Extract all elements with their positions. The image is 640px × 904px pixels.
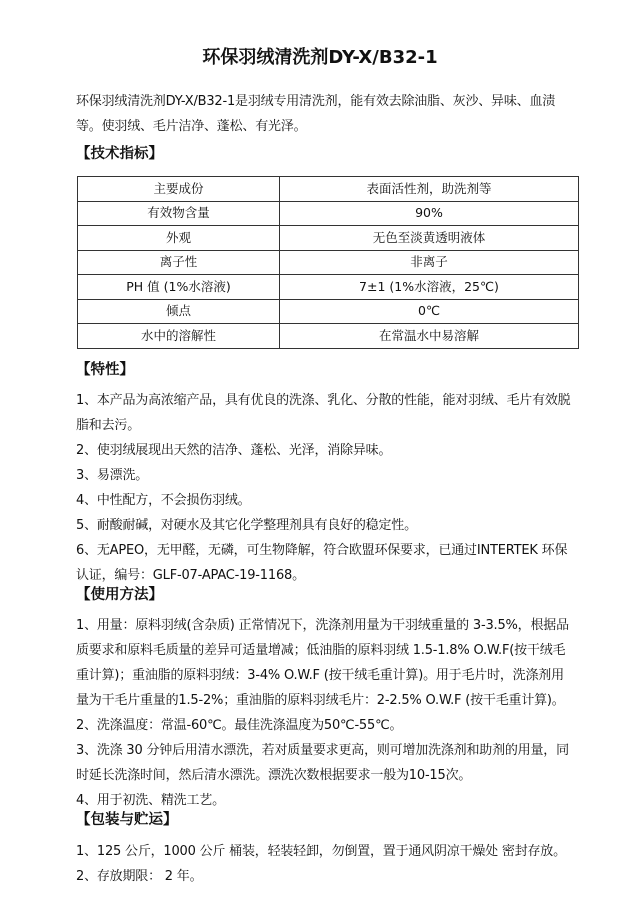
spec-name: 主要成份 xyxy=(78,177,280,202)
spec-value: 7±1 (1%水溶液，25℃) xyxy=(280,275,579,300)
specs-heading: 【技术指标】 xyxy=(76,146,163,162)
spec-name: PH 值 (1%水溶液) xyxy=(78,275,280,300)
table-row xyxy=(78,250,579,275)
list-item: 2、洗涤温度：常温-60℃。最佳洗涤温度为50℃-55℃。 xyxy=(76,718,403,733)
list-item: 3、洗涤 30 分钟后用清水漂洗，若对质量要求更高，则可增加洗涤剂和助剂的用量，同时延长洗涤时间，然后清水漂洗。漂洗次数根据要求一般为10-15次。 xyxy=(76,743,569,783)
list-item: 1、本产品为高浓缩产品，具有优良的洗涤、乳化、分散的性能，能对羽绒、毛片有效脱脂和去污。 xyxy=(76,393,571,433)
packaging-list xyxy=(76,839,576,889)
list-item: 1、用量：原料羽绒(含杂质) 正常情况下，洗涤剂用量为干羽绒重量的 3-3.5%，根据品质要求和原料毛质量的差异可适量增减；低油脂的原料羽绒 1.5-1.8% O.W.F(按干绒毛重计算)；重油脂的原料羽绒：3-4% O.W.F (按干绒毛重计算)。用于毛片时，洗涤剂用量为干毛片重量的1.5-2%；重油脂的原料羽绒毛片：2-2.5% O.W.F (按干毛重计算)。 xyxy=(76,618,569,708)
spec-name: 外观 xyxy=(78,226,280,251)
list-item: 2、使羽绒展现出天然的洁净、蓬松、光泽，消除异味。 xyxy=(76,443,392,458)
spec-value: 在常温水中易溶解 xyxy=(280,324,579,349)
list-item: 1、125 公斤，1000 公斤 桶装，轻装轻卸，勿倒置，置于通风阴凉干燥处 密封存放。 xyxy=(76,844,566,859)
features-heading: 【特性】 xyxy=(76,362,134,378)
document-title: 环保羽绒清洗剂DY-X/B32-1 xyxy=(202,47,438,68)
usage-list xyxy=(76,613,576,813)
table-row xyxy=(78,299,579,324)
usage-heading: 【使用方法】 xyxy=(76,587,163,603)
table-row xyxy=(78,226,579,251)
spec-name: 水中的溶解性 xyxy=(78,324,280,349)
list-item: 5、耐酸耐碱，对硬水及其它化学整理剂具有良好的稳定性。 xyxy=(76,518,417,533)
list-item: 4、用于初洗、精洗工艺。 xyxy=(76,793,225,808)
features-list xyxy=(76,388,576,588)
list-item: 2、存放期限： 2 年。 xyxy=(76,869,203,884)
spec-value: 表面活性剂，助洗剂等 xyxy=(280,177,579,202)
table-row xyxy=(78,275,579,300)
list-item: 3、易漂洗。 xyxy=(76,468,149,483)
table-row xyxy=(78,324,579,349)
spec-name: 有效物含量 xyxy=(78,201,280,226)
spec-value: 无色至淡黄透明液体 xyxy=(280,226,579,251)
list-item: 6、无APEO，无甲醛，无磷，可生物降解，符合欧盟环保要求，已通过INTERTEK 环保认证，编号：GLF-07-APAC-19-1168。 xyxy=(76,543,568,583)
spec-name: 倾点 xyxy=(78,299,280,324)
list-item: 4、中性配方，不会损伤羽绒。 xyxy=(76,493,251,508)
table-row xyxy=(78,177,579,202)
spec-value: 非离子 xyxy=(280,250,579,275)
spec-name: 离子性 xyxy=(78,250,280,275)
spec-value: 90% xyxy=(280,201,579,226)
spec-value: 0℃ xyxy=(280,299,579,324)
intro-paragraph: 环保羽绒清洗剂DY-X/B32-1是羽绒专用清洗剂，能有效去除油脂、灰沙、异味、血渍等。使羽绒、毛片洁净、蓬松、有光泽。 xyxy=(76,94,556,134)
packaging-heading: 【包装与贮运】 xyxy=(76,812,178,828)
table-row xyxy=(78,201,579,226)
specs-table xyxy=(77,176,579,349)
